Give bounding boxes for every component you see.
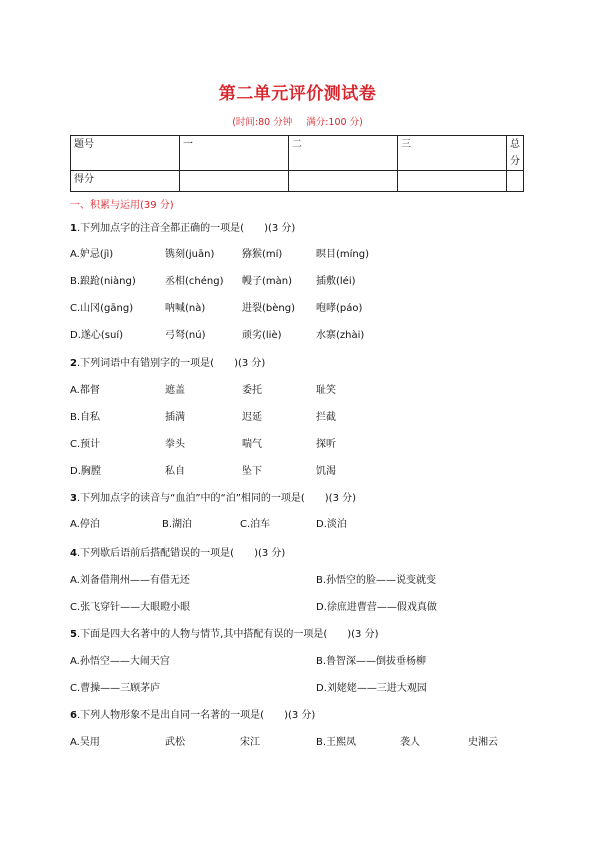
q2-option-row-d[interactable] xyxy=(70,462,540,478)
option-item: 呐喊(nà) xyxy=(165,303,206,314)
question-4-stem xyxy=(70,544,285,559)
score-header-part2: 二 xyxy=(289,136,398,171)
question-points: )(3 分) xyxy=(324,493,357,504)
question-text: .下面是四大名著中的人物与情节,其中搭配有误的一项是( xyxy=(76,629,328,640)
option-item: A.都督 xyxy=(70,385,100,396)
option-item: 袭人 xyxy=(400,737,420,748)
option-item: B.自私 xyxy=(70,412,101,423)
option-item: 武松 xyxy=(165,737,185,748)
question-text: .下列词语中有错别字的一项是( xyxy=(76,358,215,369)
option-item: 史湘云 xyxy=(468,737,498,748)
score-cell-part3[interactable] xyxy=(398,171,507,192)
q1-option-row-b[interactable] xyxy=(70,272,540,288)
option-item: 幔子(màn) xyxy=(242,276,293,287)
option-c: C.泊车 xyxy=(240,519,271,530)
question-6-stem xyxy=(70,706,315,721)
option-item: D.遂心(suí) xyxy=(70,330,124,341)
question-number: 4 xyxy=(70,548,77,559)
score-cell-total[interactable] xyxy=(507,171,524,192)
score-header-part3: 三 xyxy=(398,136,507,171)
question-1-stem xyxy=(70,219,295,234)
option-d: D.刘姥姥——三进大观园 xyxy=(316,683,427,694)
option-a: A.停泊 xyxy=(70,519,100,530)
option-item: 探听 xyxy=(316,439,336,450)
question-text: .下列加点字的读音与“血泊”中的“泊”相同的一项是( xyxy=(76,493,305,504)
score-table-header-row xyxy=(71,136,524,171)
score-cell-part1[interactable] xyxy=(180,171,289,192)
option-item: 拳头 xyxy=(165,439,185,450)
option-d: D.淡泊 xyxy=(316,519,347,530)
option-item: 进裂(bèng) xyxy=(242,303,295,314)
question-text: .下列歇后语前后搭配错误的一项是( xyxy=(76,548,235,559)
option-item: 宋江 xyxy=(240,737,260,748)
q3-option-row[interactable] xyxy=(70,515,540,531)
question-points: )(3 分) xyxy=(347,629,379,640)
option-item: 坠下 xyxy=(242,466,262,477)
option-d: D.徐庶进曹营——假戏真做 xyxy=(316,602,437,613)
option-item: 遮盖 xyxy=(165,385,185,396)
option-b: B.湖泊 xyxy=(162,519,193,530)
option-item: 猕猴(mí) xyxy=(242,249,283,260)
option-item: 迟延 xyxy=(242,412,262,423)
option-item: 插敷(léi) xyxy=(316,276,356,287)
q2-option-row-b[interactable] xyxy=(70,408,540,424)
option-item: 耻笑 xyxy=(316,385,336,396)
question-text: .下列人物形象不是出自同一名著的一项是( xyxy=(76,710,265,721)
question-number: 5 xyxy=(70,629,77,640)
score-table xyxy=(70,135,524,192)
option-item: C.预计 xyxy=(70,439,101,450)
option-item: D.胸膛 xyxy=(70,466,101,477)
question-points: )(3 分) xyxy=(284,710,316,721)
q4-option-row-1[interactable] xyxy=(70,571,540,587)
exam-info xyxy=(0,114,595,128)
question-number: 1 xyxy=(70,223,77,234)
option-b: B.孙悟空的脸——说变就变 xyxy=(316,575,437,586)
question-text: .下列加点字的注音全都正确的一项是( xyxy=(76,223,245,234)
page-title: 第二单元评价测试卷 xyxy=(218,84,377,104)
option-a: A.刘备借荆州——有借无还 xyxy=(70,575,190,586)
option-a: A.吴用 xyxy=(70,737,100,748)
q4-option-row-2[interactable] xyxy=(70,598,540,614)
option-c: C.曹操——三顾茅庐 xyxy=(70,683,161,694)
option-item: B.踉跄(niàng) xyxy=(70,276,136,287)
q1-option-row-c[interactable] xyxy=(70,299,540,315)
q5-option-row-1[interactable] xyxy=(70,652,540,668)
option-item: 镌刻(juān) xyxy=(165,249,215,260)
option-item: C.山冈(gāng) xyxy=(70,303,134,314)
score-cell-part2[interactable] xyxy=(289,171,398,192)
score-row-label: 得分 xyxy=(71,171,180,192)
question-points: )(3 分) xyxy=(234,358,266,369)
option-item: 水寨(zhài) xyxy=(316,330,365,341)
score-header-part1: 一 xyxy=(180,136,289,171)
option-item: 咆哮(páo) xyxy=(316,303,363,314)
option-b: B.鲁智深——倒拔垂杨柳 xyxy=(316,656,427,667)
question-points: )(3 分) xyxy=(254,548,286,559)
option-item: 顽劣(liè) xyxy=(242,330,282,341)
option-item: 拦截 xyxy=(316,412,336,423)
option-item: 喘气 xyxy=(242,439,262,450)
score-header-total: 总分 xyxy=(507,136,524,171)
option-b: B.王熙凤 xyxy=(316,737,357,748)
option-item: A.妒忌(jì) xyxy=(70,249,114,260)
q2-option-row-a[interactable] xyxy=(70,381,540,397)
q1-option-row-d[interactable] xyxy=(70,326,540,342)
question-2-stem xyxy=(70,354,265,369)
question-number: 6 xyxy=(70,710,77,721)
option-item: 插满 xyxy=(165,412,185,423)
question-points: )(3 分) xyxy=(264,223,296,234)
question-number: 3 xyxy=(70,493,77,504)
option-item: 暝目(míng) xyxy=(316,249,370,260)
option-c: C.张飞穿针——大眼瞪小眼 xyxy=(70,602,191,613)
question-5-stem xyxy=(70,625,378,640)
option-item: 弓弩(nú) xyxy=(165,330,206,341)
score-header-label: 题号 xyxy=(71,136,180,171)
q5-option-row-2[interactable] xyxy=(70,679,540,695)
question-number: 2 xyxy=(70,358,77,369)
option-item: 委托 xyxy=(242,385,262,396)
q6-option-row[interactable] xyxy=(70,733,540,749)
option-item: 饥渴 xyxy=(316,466,336,477)
option-a: A.孙悟空——大闹天宫 xyxy=(70,656,170,667)
time-limit: (时间:80 分钟 xyxy=(232,117,293,128)
score-table-score-row xyxy=(71,171,524,192)
q1-option-row-a[interactable] xyxy=(70,245,540,261)
option-item: 私自 xyxy=(165,466,185,477)
question-3-stem xyxy=(70,489,356,504)
full-score: 满分:100 分) xyxy=(306,117,363,128)
option-item: 丞相(chéng) xyxy=(165,276,224,287)
q2-option-row-c[interactable] xyxy=(70,435,540,451)
section-heading: 一、积累与运用(39 分) xyxy=(70,200,174,211)
